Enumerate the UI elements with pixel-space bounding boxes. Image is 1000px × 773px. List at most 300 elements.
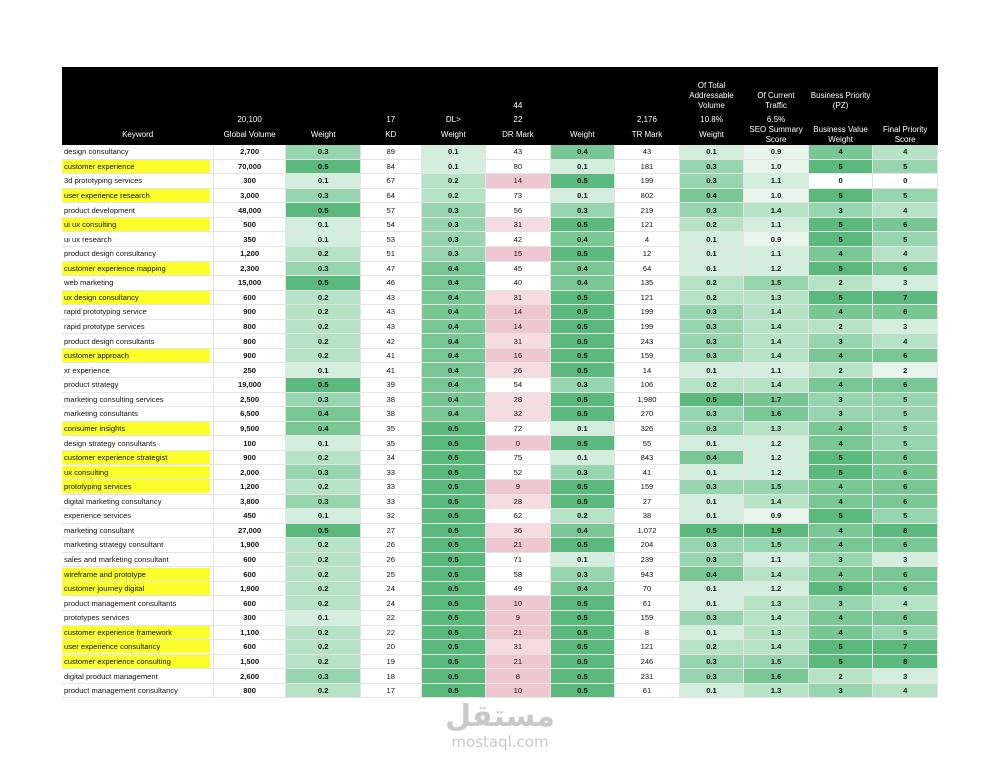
cell-final-score: 4 (873, 683, 938, 698)
cell-dr-mark: 9 (486, 611, 551, 626)
cell-business-weight: 4 (808, 479, 873, 494)
cell-dr-weight: 0.5 (550, 494, 615, 509)
cell-volume-weight: 0.2 (286, 305, 361, 320)
table-row (62, 596, 938, 611)
cell-global-volume: 2,700 (213, 145, 286, 159)
cell-kd: 19 (361, 654, 422, 669)
cell-business-weight: 5 (808, 290, 873, 305)
cell-tr-mark: 106 (615, 378, 680, 393)
cell-keyword (62, 305, 213, 320)
cell-volume-weight: 0.2 (286, 596, 361, 611)
cell-global-volume: 600 (213, 567, 286, 582)
cell-tr-weight: 0.1 (679, 596, 744, 611)
cell-seo-score: 1.5 (744, 479, 809, 494)
cell-tr-mark: 41 (615, 465, 680, 480)
keyword-text: customer experience consulting (62, 655, 210, 668)
cell-seo-score: 1.3 (744, 625, 809, 640)
table-row (62, 261, 938, 276)
cell-kd-weight: 0.5 (421, 436, 486, 451)
cell-volume-weight: 0.3 (286, 465, 361, 480)
cell-volume-weight: 0.3 (286, 392, 361, 407)
cell-seo-score: 1.4 (744, 611, 809, 626)
cell-final-score: 5 (873, 159, 938, 174)
cell-dr-weight: 0.5 (550, 611, 615, 626)
table-row (62, 392, 938, 407)
cell-dr-mark: 42 (486, 232, 551, 247)
cell-volume-weight: 0.2 (286, 450, 361, 465)
cell-business-weight: 4 (808, 611, 873, 626)
cell-kd-weight: 0.4 (421, 363, 486, 378)
cell-global-volume: 800 (213, 683, 286, 698)
cell-business-weight: 5 (808, 640, 873, 655)
cell-tr-weight: 0.1 (679, 145, 744, 159)
cell-keyword (62, 145, 213, 159)
cell-dr-weight: 0.5 (550, 305, 615, 320)
cell-volume-weight: 0.3 (286, 494, 361, 509)
cell-tr-weight: 0.1 (679, 625, 744, 640)
table-row (62, 407, 938, 422)
cell-kd-weight: 0.4 (421, 305, 486, 320)
cell-global-volume: 2,500 (213, 392, 286, 407)
cell-kd-weight: 0.4 (421, 290, 486, 305)
cell-tr-mark: 199 (615, 305, 680, 320)
cell-final-score: 6 (873, 348, 938, 363)
cell-kd: 54 (361, 217, 422, 232)
cell-volume-weight: 0.4 (286, 421, 361, 436)
cell-dr-mark: 28 (486, 494, 551, 509)
cell-tr-mark: 243 (615, 334, 680, 349)
cell-kd: 26 (361, 538, 422, 553)
cell-business-weight: 4 (808, 494, 873, 509)
cell-tr-mark: 159 (615, 348, 680, 363)
cell-business-weight: 4 (808, 523, 873, 538)
cell-dr-weight: 0.5 (550, 290, 615, 305)
cell-dr-weight: 0.3 (550, 567, 615, 582)
keyword-text: experience services (64, 511, 132, 521)
cell-keyword (62, 217, 213, 232)
keyword-text: rapid prototyping service (64, 307, 147, 317)
cell-tr-weight: 0.2 (679, 640, 744, 655)
cell-volume-weight: 0.1 (286, 174, 361, 189)
column-header-keyword: Keyword (62, 125, 213, 145)
cell-kd-weight: 0.3 (421, 246, 486, 261)
keyword-text: customer experience (62, 160, 210, 173)
cell-seo-score: 1.3 (744, 683, 809, 698)
cell-dr-mark: 71 (486, 552, 551, 567)
cell-kd: 43 (361, 319, 422, 334)
cell-global-volume: 1,500 (213, 654, 286, 669)
header-top-cell (615, 67, 680, 111)
cell-tr-weight: 0.1 (679, 683, 744, 698)
cell-dr-weight: 0.5 (550, 538, 615, 553)
table-row (62, 421, 938, 436)
keyword-text: marketing consultant (64, 525, 135, 535)
cell-final-score: 3 (873, 552, 938, 567)
header-total-cell: 17 (361, 111, 422, 125)
cell-dr-mark: 28 (486, 392, 551, 407)
cell-business-weight: 5 (808, 465, 873, 480)
keyword-text: customer experience framework (62, 626, 210, 639)
cell-kd: 57 (361, 203, 422, 218)
column-header-final-score: Final Priority Score (873, 125, 938, 145)
cell-tr-mark: 159 (615, 611, 680, 626)
cell-keyword (62, 392, 213, 407)
cell-final-score: 6 (873, 217, 938, 232)
cell-kd-weight: 0.5 (421, 669, 486, 684)
keyword-text: design strategy consultants (64, 438, 157, 448)
cell-dr-mark: 0 (486, 436, 551, 451)
cell-seo-score: 1.1 (744, 552, 809, 567)
cell-business-weight: 3 (808, 596, 873, 611)
cell-final-score: 6 (873, 450, 938, 465)
cell-tr-mark: 121 (615, 640, 680, 655)
cell-tr-weight: 0.3 (679, 611, 744, 626)
cell-global-volume: 3,800 (213, 494, 286, 509)
keyword-text: marketing consulting services (64, 394, 164, 404)
keyword-text: ui ux consulting (62, 218, 210, 231)
cell-kd: 32 (361, 509, 422, 524)
cell-keyword (62, 669, 213, 684)
cell-dr-mark: 58 (486, 567, 551, 582)
cell-dr-weight: 0.5 (550, 683, 615, 698)
cell-tr-mark: 27 (615, 494, 680, 509)
cell-volume-weight: 0.2 (286, 319, 361, 334)
cell-keyword (62, 436, 213, 451)
keyword-text: digital product management (64, 671, 158, 681)
table-row (62, 450, 938, 465)
keyword-text: ux design consultancy (62, 291, 210, 304)
cell-final-score: 3 (873, 669, 938, 684)
cell-global-volume: 3,000 (213, 188, 286, 203)
cell-kd-weight: 0.4 (421, 261, 486, 276)
cell-business-weight: 4 (808, 305, 873, 320)
cell-global-volume: 100 (213, 436, 286, 451)
watermark-url: mostaql.com (451, 733, 549, 751)
header-total-cell: 20,100 (213, 111, 286, 125)
column-header-kd: KD (361, 125, 422, 145)
keyword-text: marketing strategy consultant (64, 540, 164, 550)
cell-business-weight: 5 (808, 450, 873, 465)
cell-final-score: 7 (873, 640, 938, 655)
cell-tr-mark: 55 (615, 436, 680, 451)
cell-business-weight: 5 (808, 654, 873, 669)
cell-tr-mark: 326 (615, 421, 680, 436)
cell-tr-mark: 802 (615, 188, 680, 203)
cell-final-score: 5 (873, 188, 938, 203)
cell-dr-mark: 14 (486, 319, 551, 334)
cell-dr-weight: 0.4 (550, 145, 615, 159)
cell-tr-mark: 231 (615, 669, 680, 684)
table-row (62, 276, 938, 291)
cell-final-score: 4 (873, 246, 938, 261)
cell-kd-weight: 0.5 (421, 494, 486, 509)
cell-tr-weight: 0.3 (679, 479, 744, 494)
cell-dr-mark: 26 (486, 363, 551, 378)
cell-kd: 27 (361, 523, 422, 538)
keyword-text: design consultancy (64, 147, 129, 157)
cell-seo-score: 1.3 (744, 421, 809, 436)
cell-business-weight: 5 (808, 261, 873, 276)
cell-seo-score: 1.3 (744, 596, 809, 611)
table-body (62, 145, 938, 698)
cell-business-weight: 5 (808, 188, 873, 203)
column-header-dr-mark: DR Mark (486, 125, 551, 145)
cell-keyword (62, 567, 213, 582)
header-total-cell: 2,176 (615, 111, 680, 125)
cell-keyword (62, 407, 213, 422)
cell-final-score: 5 (873, 509, 938, 524)
cell-tr-weight: 0.3 (679, 669, 744, 684)
cell-keyword (62, 188, 213, 203)
cell-volume-weight: 0.1 (286, 509, 361, 524)
cell-final-score: 6 (873, 261, 938, 276)
cell-business-weight: 4 (808, 348, 873, 363)
cell-tr-weight: 0.1 (679, 494, 744, 509)
cell-business-weight: 3 (808, 334, 873, 349)
cell-global-volume: 70,000 (213, 159, 286, 174)
cell-final-score: 5 (873, 232, 938, 247)
header-total-cell: 10.8% (679, 111, 744, 125)
cell-tr-weight: 0.4 (679, 567, 744, 582)
cell-kd: 26 (361, 552, 422, 567)
header-totals-row (62, 111, 938, 125)
table-row (62, 552, 938, 567)
cell-global-volume: 48,000 (213, 203, 286, 218)
cell-keyword (62, 625, 213, 640)
cell-keyword (62, 611, 213, 626)
cell-tr-weight: 0.2 (679, 217, 744, 232)
cell-kd-weight: 0.3 (421, 232, 486, 247)
cell-tr-mark: 199 (615, 319, 680, 334)
cell-keyword (62, 479, 213, 494)
cell-business-weight: 4 (808, 246, 873, 261)
cell-kd: 20 (361, 640, 422, 655)
cell-volume-weight: 0.2 (286, 683, 361, 698)
cell-tr-weight: 0.3 (679, 203, 744, 218)
cell-kd-weight: 0.5 (421, 625, 486, 640)
cell-dr-mark: 73 (486, 188, 551, 203)
cell-kd-weight: 0.5 (421, 509, 486, 524)
cell-business-weight: 4 (808, 145, 873, 159)
header-total-cell: 22 (486, 111, 551, 125)
cell-seo-score: 1.0 (744, 159, 809, 174)
keyword-text: wireframe and prototype (62, 568, 210, 581)
cell-dr-weight: 0.4 (550, 261, 615, 276)
cell-kd-weight: 0.4 (421, 334, 486, 349)
cell-final-score: 0 (873, 174, 938, 189)
cell-tr-mark: 43 (615, 145, 680, 159)
cell-global-volume: 900 (213, 305, 286, 320)
keyword-text: ux consulting (62, 466, 210, 479)
table-row (62, 465, 938, 480)
keyword-text: ui ux research (64, 234, 112, 244)
cell-tr-mark: 14 (615, 363, 680, 378)
table-row (62, 581, 938, 596)
cell-dr-mark: 21 (486, 654, 551, 669)
cell-final-score: 6 (873, 581, 938, 596)
cell-final-score: 4 (873, 596, 938, 611)
column-header-dr-weight: Weight (550, 125, 615, 145)
cell-dr-mark: 32 (486, 407, 551, 422)
cell-kd: 67 (361, 174, 422, 189)
cell-keyword (62, 378, 213, 393)
cell-business-weight: 2 (808, 669, 873, 684)
cell-tr-mark: 943 (615, 567, 680, 582)
cell-dr-mark: 36 (486, 523, 551, 538)
cell-dr-mark: 40 (486, 276, 551, 291)
table-row (62, 188, 938, 203)
cell-kd-weight: 0.5 (421, 611, 486, 626)
cell-kd-weight: 0.4 (421, 276, 486, 291)
cell-kd: 35 (361, 436, 422, 451)
column-header-global-volume: Global Volume (213, 125, 286, 145)
table-row (62, 509, 938, 524)
cell-kd-weight: 0.5 (421, 552, 486, 567)
column-header-kd-weight: Weight (421, 125, 486, 145)
cell-tr-mark: 159 (615, 479, 680, 494)
cell-kd-weight: 0.2 (421, 174, 486, 189)
keyword-text: product management consultancy (64, 686, 178, 696)
keyword-text: product design consultancy (64, 249, 157, 259)
cell-volume-weight: 0.5 (286, 523, 361, 538)
cell-seo-score: 1.4 (744, 334, 809, 349)
cell-keyword (62, 246, 213, 261)
cell-tr-weight: 0.5 (679, 392, 744, 407)
cell-kd: 39 (361, 378, 422, 393)
cell-volume-weight: 0.5 (286, 378, 361, 393)
cell-keyword (62, 174, 213, 189)
cell-dr-weight: 0.5 (550, 479, 615, 494)
cell-dr-mark: 9 (486, 479, 551, 494)
table-row (62, 305, 938, 320)
cell-seo-score: 1.4 (744, 494, 809, 509)
column-header-volume-weight: Weight (286, 125, 361, 145)
cell-business-weight: 0 (808, 174, 873, 189)
keyword-text: sales and marketing consultant (64, 555, 169, 565)
cell-tr-weight: 0.1 (679, 465, 744, 480)
cell-seo-score: 1.5 (744, 276, 809, 291)
cell-kd: 84 (361, 159, 422, 174)
cell-tr-mark: 246 (615, 654, 680, 669)
cell-keyword (62, 596, 213, 611)
cell-kd: 33 (361, 494, 422, 509)
keyword-text: rapid prototype services (64, 322, 145, 332)
cell-tr-weight: 0.2 (679, 290, 744, 305)
cell-dr-weight: 0.5 (550, 436, 615, 451)
cell-final-score: 5 (873, 625, 938, 640)
cell-tr-weight: 0.2 (679, 378, 744, 393)
cell-seo-score: 0.9 (744, 509, 809, 524)
keyword-text: 3d prototyping services (64, 176, 143, 186)
cell-tr-mark: 1,980 (615, 392, 680, 407)
cell-dr-mark: 75 (486, 450, 551, 465)
cell-seo-score: 1.4 (744, 203, 809, 218)
keyword-text: xr experience (64, 365, 110, 375)
header-top-cell: Of Current Traffic (744, 67, 809, 111)
cell-keyword (62, 581, 213, 596)
cell-dr-weight: 0.5 (550, 625, 615, 640)
cell-kd-weight: 0.1 (421, 145, 486, 159)
cell-keyword (62, 363, 213, 378)
cell-tr-weight: 0.5 (679, 523, 744, 538)
cell-kd: 43 (361, 290, 422, 305)
cell-kd: 51 (361, 246, 422, 261)
cell-tr-weight: 0.4 (679, 188, 744, 203)
cell-global-volume: 900 (213, 348, 286, 363)
column-header-seo-score: SEO Summary Score (744, 125, 809, 145)
cell-final-score: 8 (873, 523, 938, 538)
header-total-cell (873, 111, 938, 125)
cell-volume-weight: 0.1 (286, 436, 361, 451)
cell-global-volume: 600 (213, 640, 286, 655)
cell-volume-weight: 0.3 (286, 669, 361, 684)
table-row (62, 378, 938, 393)
cell-seo-score: 1.6 (744, 407, 809, 422)
cell-kd-weight: 0.5 (421, 567, 486, 582)
cell-dr-mark: 10 (486, 596, 551, 611)
header-total-cell: 6.5% (744, 111, 809, 125)
header-total-cell (286, 111, 361, 125)
column-header-business-weight: Business Value Weight (808, 125, 873, 145)
table-row (62, 174, 938, 189)
cell-global-volume: 19,000 (213, 378, 286, 393)
cell-keyword (62, 640, 213, 655)
header-top-cell (421, 67, 486, 111)
cell-tr-mark: 270 (615, 407, 680, 422)
cell-tr-weight: 0.1 (679, 363, 744, 378)
cell-volume-weight: 0.2 (286, 552, 361, 567)
table-row (62, 290, 938, 305)
cell-tr-weight: 0.3 (679, 319, 744, 334)
header-top-cell: 44 (486, 67, 551, 111)
keyword-text: customer journey digital (62, 582, 210, 595)
cell-kd: 41 (361, 348, 422, 363)
cell-dr-mark: 49 (486, 581, 551, 596)
cell-dr-weight: 0.4 (550, 232, 615, 247)
cell-volume-weight: 0.2 (286, 538, 361, 553)
cell-seo-score: 1.4 (744, 378, 809, 393)
cell-global-volume: 600 (213, 290, 286, 305)
cell-business-weight: 5 (808, 232, 873, 247)
cell-tr-weight: 0.1 (679, 232, 744, 247)
cell-final-score: 5 (873, 436, 938, 451)
cell-dr-weight: 0.4 (550, 581, 615, 596)
cell-global-volume: 2,600 (213, 669, 286, 684)
cell-kd-weight: 0.5 (421, 523, 486, 538)
cell-dr-weight: 0.5 (550, 596, 615, 611)
cell-dr-weight: 0.5 (550, 319, 615, 334)
cell-volume-weight: 0.1 (286, 611, 361, 626)
cell-kd-weight: 0.5 (421, 465, 486, 480)
cell-business-weight: 3 (808, 683, 873, 698)
keyword-priority-table (62, 67, 938, 698)
cell-keyword (62, 203, 213, 218)
cell-tr-weight: 0.3 (679, 538, 744, 553)
cell-final-score: 4 (873, 145, 938, 159)
cell-tr-weight: 0.4 (679, 450, 744, 465)
table-row (62, 159, 938, 174)
table-row (62, 683, 938, 698)
cell-dr-weight: 0.1 (550, 188, 615, 203)
cell-final-score: 2 (873, 363, 938, 378)
cell-kd: 18 (361, 669, 422, 684)
cell-tr-mark: 61 (615, 683, 680, 698)
cell-volume-weight: 0.2 (286, 479, 361, 494)
cell-keyword (62, 261, 213, 276)
cell-business-weight: 3 (808, 407, 873, 422)
header-top-cell: Of Total Addressable Volume (679, 67, 744, 111)
table-row (62, 145, 938, 159)
